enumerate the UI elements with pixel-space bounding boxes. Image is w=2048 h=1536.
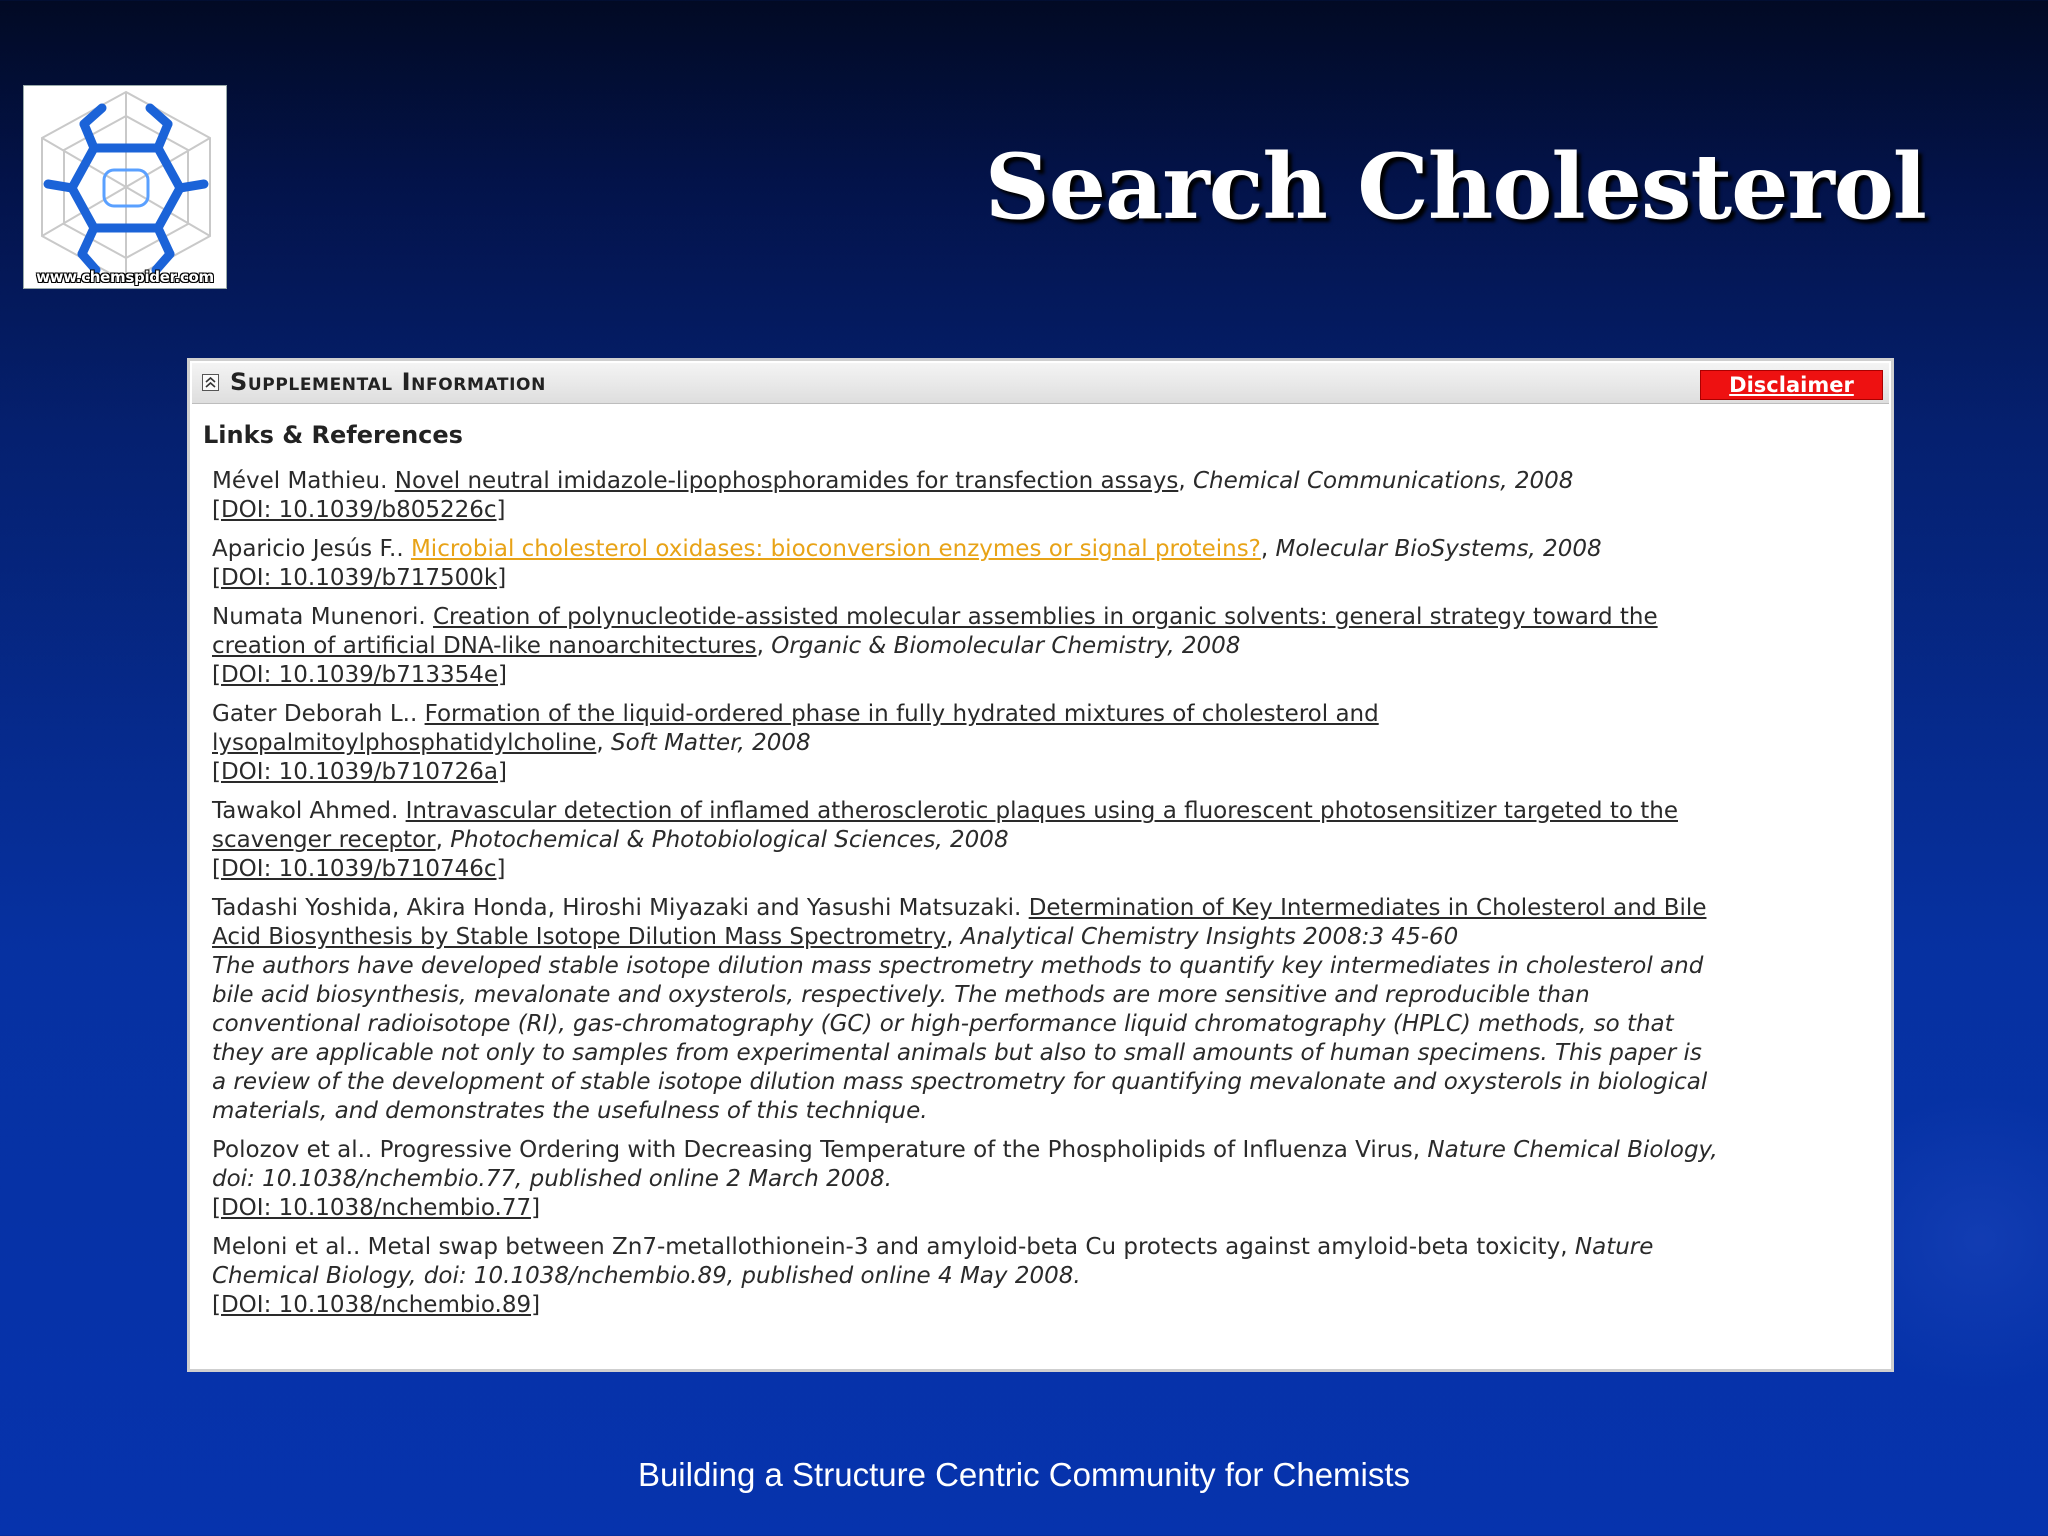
- reference-title-link[interactable]: Novel neutral imidazole-lipophosphoramides for transfection assays: [394, 468, 1179, 494]
- reference-title-link-continued[interactable]: creation of artificial DNA-like nanoarchitectures: [212, 633, 757, 659]
- doi-link[interactable]: [DOI: 10.1038/nchembio.89]: [212, 1292, 541, 1318]
- reference-title: Progressive Ordering with Decreasing Temperature of the Phospholipids of Influenza Virus: [379, 1137, 1413, 1163]
- logo-url-text: www.chemspider.com: [36, 268, 214, 286]
- reference-authors: Gater Deborah L..: [212, 701, 425, 727]
- doi-link[interactable]: [DOI: 10.1039/b710726a]: [212, 759, 507, 785]
- reference-title-link[interactable]: Creation of polynucleotide-assisted molecular assemblies in organic solvents: general strategy toward the: [432, 604, 1658, 630]
- references-list: [212, 467, 1882, 1330]
- slide-title: Search Cholesterol: [984, 134, 1926, 240]
- reference-authors: Meloni et al..: [212, 1234, 368, 1260]
- doi-link[interactable]: [DOI: 10.1039/b713354e]: [212, 662, 508, 688]
- reference-authors: Tawakol Ahmed.: [212, 798, 406, 824]
- reference-authors: Mével Mathieu.: [212, 468, 395, 494]
- reference-item: Aparicio Jesús F.. Microbial cholesterol oxidases: bioconversion enzymes or signal proteins?, Molecular BioSystems, 2008 [DOI: 10.1039/b717500k]: [212, 536, 1602, 591]
- reference-abstract-line: a review of the development of stable isotope dilution mass spectrometry for quantifying mevalonate and oxysterols in biological: [212, 1069, 1708, 1095]
- reference-citation: Nature Chemical Biology,: [1427, 1137, 1718, 1163]
- section-heading: Links & References: [203, 421, 463, 449]
- reference-title-link[interactable]: Intravascular detection of inflamed atherosclerotic plaques using a fluorescent photosensitizer targeted to the: [405, 798, 1678, 824]
- doi-link[interactable]: [DOI: 10.1039/b710746c]: [212, 856, 506, 882]
- reference-abstract-line: materials, and demonstrates the usefulness of this technique.: [212, 1098, 928, 1124]
- reference-citation: Organic & Biomolecular Chemistry, 2008: [771, 633, 1241, 659]
- reference-title-link[interactable]: Microbial cholesterol oxidases: bioconversion enzymes or signal proteins?: [410, 536, 1261, 562]
- reference-abstract-line: The authors have developed stable isotope dilution mass spectrometry methods to quantify key intermediates in cholesterol and: [212, 953, 1704, 979]
- reference-item: Mével Mathieu. Novel neutral imidazole-lipophosphoramides for transfection assays, Chemical Communications, 2008 [DOI: 10.1039/b805226c]: [212, 468, 1574, 523]
- reference-citation: Photochemical & Photobiological Sciences, 2008: [450, 827, 1009, 853]
- reference-title-link-continued[interactable]: scavenger receptor: [212, 827, 436, 853]
- reference-citation: Soft Matter, 2008: [610, 730, 811, 756]
- reference-title: Metal swap between Zn7-metallothionein-3 and amyloid-beta Cu protects against amyloid-beta toxicity: [367, 1234, 1561, 1260]
- reference-item: Tawakol Ahmed. Intravascular detection of inflamed atherosclerotic plaques using a fluorescent photosensitizer targeted to the scavenger receptor, Photochemical & Photobiological Sciences, 2008 [DOI: 10.1039/b710746c]: [212, 798, 1678, 882]
- reference-item: Tadashi Yoshida, Akira Honda, Hiroshi Miyazaki and Yasushi Matsuzaki. Determination of Key Intermediates in Cholesterol and Bile Acid Biosynthesis by Stable Isotope Dilution Mass Spectrometry, Analytical Chemistry Insights 2008:3 45-60 The authors have developed stable isotope dilution mass spectrometry methods to quantify key intermediates in cholesterol and bile acid biosynthesis, mevalonate and oxysterols, respectively. The methods are more sensitive and reproducible than conventional radioisotope (RI), gas-chromatography (GC) or high-performance liquid chromatography (HPLC) methods, so that they are applicable not only to samples from experimental animals but also to small amounts of human specimens. This paper is a review of the development of stable isotope dilution mass spectrometry for quantifying mevalonate and oxysterols in biological materials, and demonstrates the usefulness of this technique.: [212, 894, 1882, 1126]
- doi-link[interactable]: [DOI: 10.1038/nchembio.77]: [212, 1195, 541, 1221]
- reference-title-link-continued[interactable]: Acid Biosynthesis by Stable Isotope Dilution Mass Spectrometry: [212, 924, 947, 950]
- disclaimer-button[interactable]: Disclaimer: [1700, 370, 1883, 400]
- doi-link[interactable]: [DOI: 10.1039/b717500k]: [212, 565, 507, 591]
- reference-title-link-continued[interactable]: lysopalmitoylphosphatidylcholine: [212, 730, 597, 756]
- panel-header: [192, 363, 1889, 404]
- doi-link[interactable]: [DOI: 10.1039/b805226c]: [212, 497, 506, 523]
- reference-authors: Aparicio Jesús F..: [212, 536, 411, 562]
- reference-citation-continued: Chemical Biology, doi: 10.1038/nchembio.89, published online 4 May 2008.: [212, 1263, 1081, 1289]
- reference-abstract-line: bile acid biosynthesis, mevalonate and oxysterols, respectively. The methods are more sensitive and reproducible than: [212, 982, 1590, 1008]
- slide-footer: Building a Structure Centric Community for Chemists: [637, 1456, 1411, 1493]
- reference-title-link[interactable]: Formation of the liquid-ordered phase in fully hydrated mixtures of cholesterol and: [424, 701, 1379, 727]
- supplemental-info-panel: [187, 358, 1894, 1372]
- reference-item: Gater Deborah L.. Formation of the liquid-ordered phase in fully hydrated mixtures of cholesterol and lysopalmitoylphosphatidylcholine, Soft Matter, 2008 [DOI: 10.1039/b710726a]: [212, 701, 1379, 785]
- reference-citation: Chemical Communications, 2008: [1192, 468, 1574, 494]
- reference-authors: Tadashi Yoshida, Akira Honda, Hiroshi Miyazaki and Yasushi Matsuzaki.: [212, 895, 1029, 921]
- reference-abstract-line: conventional radioisotope (RI), gas-chromatography (GC) or high-performance liquid chromatography (HPLC) methods, so that: [212, 1011, 1674, 1037]
- reference-authors: Numata Munenori.: [212, 604, 433, 630]
- reference-citation-continued: doi: 10.1038/nchembio.77, published online 2 March 2008.: [212, 1166, 892, 1192]
- reference-abstract-line: they are applicable not only to samples from experimental animals but also to small amounts of human specimens. This paper is: [212, 1040, 1702, 1066]
- reference-citation: Molecular BioSystems, 2008: [1275, 536, 1602, 562]
- chemspider-logo[interactable]: [23, 85, 227, 289]
- reference-citation: Nature: [1574, 1234, 1654, 1260]
- reference-item: Polozov et al.. Progressive Ordering with Decreasing Temperature of the Phospholipids of Influenza Virus, Nature Chemical Biology, doi: 10.1038/nchembio.77, published online 2 March 2008. [DOI: 10.1038/nchembio.77]: [212, 1137, 1718, 1221]
- collapse-up-icon[interactable]: [202, 374, 219, 391]
- chemspider-logo-icon: [24, 86, 227, 289]
- panel-heading: Supplemental Information: [230, 368, 546, 396]
- reference-item: Numata Munenori. Creation of polynucleotide-assisted molecular assemblies in organic solvents: general strategy toward the creation of artificial DNA-like nanoarchitectures, Organic & Biomolecular Chemistry, 2008 [DOI: 10.1039/b713354e]: [212, 604, 1658, 688]
- reference-item: Meloni et al.. Metal swap between Zn7-metallothionein-3 and amyloid-beta Cu protects against amyloid-beta toxicity, Nature Chemical Biology, doi: 10.1038/nchembio.89, published online 4 May 2008. [DOI: 10.1038/nchembio.89]: [212, 1234, 1654, 1318]
- reference-citation: Analytical Chemistry Insights 2008:3 45-60: [960, 924, 1459, 950]
- reference-authors: Polozov et al..: [212, 1137, 380, 1163]
- reference-title-link[interactable]: Determination of Key Intermediates in Cholesterol and Bile: [1028, 895, 1707, 921]
